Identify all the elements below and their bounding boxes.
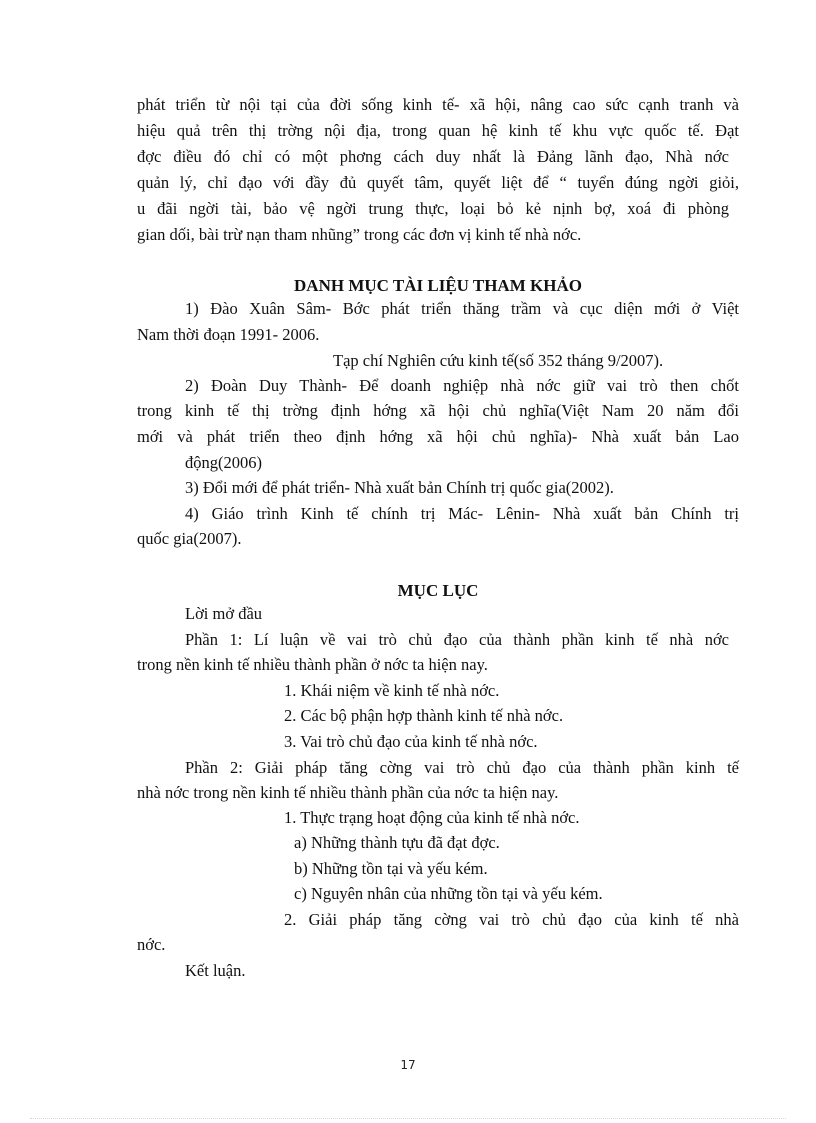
reference-line: động(2006): [185, 453, 262, 472]
toc-item: nớc.: [137, 935, 166, 954]
reference-line: quốc gia(2007).: [137, 529, 242, 548]
toc-item: Lời mở đầu: [185, 604, 263, 623]
reference-line: 2) Đoàn Duy Thành- Để doanh nghiệp nhà nớc giữ vai trò then chốt: [185, 376, 739, 395]
toc-item: Kết luận.: [185, 961, 246, 980]
toc-item: 3. Vai trò chủ đạo của kinh tế nhà nớc.: [284, 732, 538, 751]
reference-line: 3) Đổi mới để phát triển- Nhà xuất bản Chính trị quốc gia(2002).: [185, 478, 614, 497]
toc-item: nhà nớc trong nền kinh tế nhiều thành phần của nớc ta hiện nay.: [137, 783, 559, 802]
toc-item: c) Nguyên nhân của những tồn tại và yếu kém.: [294, 884, 603, 903]
reference-line: mới và phát triển theo định hớng xã hội chủ nghĩa)- Nhà xuất bản Lao: [137, 427, 739, 446]
reference-line: 1) Đào Xuân Sâm- Bớc phát triển thăng trầm và cục diện mới ở Việt: [185, 299, 739, 318]
toc-item: 1. Thực trạng hoạt động của kinh tế nhà nớc.: [284, 808, 580, 827]
reference-line: Tạp chí Nghiên cứu kinh tế(số 352 tháng 9/2007).: [333, 351, 664, 370]
paragraph-line: hiệu quả trên thị trờng nội địa, trong quan hệ kinh tế khu vực quốc tế. Đạt: [137, 121, 739, 140]
page-bottom-divider: [30, 1118, 786, 1119]
paragraph-line: gian dối, bài trừ nạn tham nhũng” trong các đơn vị kinh tế nhà nớc.: [137, 225, 582, 244]
toc-item: 1. Khái niệm về kinh tế nhà nớc.: [284, 681, 500, 700]
references-title: DANH MỤC TÀI LIỆU THAM KHẢO: [294, 276, 582, 295]
toc-item: Phần 2: Giải pháp tăng cờng vai trò chủ đạo của thành phần kinh tế: [185, 758, 739, 777]
paragraph-line: đợc điều đó chỉ có một phơng cách duy nhất là Đảng lãnh đạo, Nhà nớc: [137, 147, 729, 166]
reference-line: Nam thời đoạn 1991- 2006.: [137, 325, 320, 344]
toc-title: MỤC LỤC: [397, 581, 479, 600]
toc-item: 2. Các bộ phận hợp thành kinh tế nhà nớc.: [284, 706, 564, 725]
page-number: 17: [400, 1058, 416, 1072]
paragraph-line: phát triển từ nội tại của đời sống kinh tế- xã hội, nâng cao sức cạnh tranh và: [137, 95, 739, 114]
paragraph-line: quản lý, chỉ đạo với đầy đủ quyết tâm, quyết liệt để “ tuyển đúng ngời giỏi,: [137, 173, 739, 192]
toc-item: 2. Giải pháp tăng cờng vai trò chủ đạo của kinh tế nhà: [284, 910, 739, 929]
paragraph-line: u đãi ngời tài, bảo vệ ngời trung thực, loại bỏ kẻ nịnh bợ, xoá đi phòng: [137, 199, 729, 218]
reference-line: trong kinh tế thị trờng định hớng xã hội chủ nghĩa(Việt Nam 20 năm đổi: [137, 401, 739, 420]
toc-item: b) Những tồn tại và yếu kém.: [294, 859, 488, 878]
reference-line: 4) Giáo trình Kinh tế chính trị Mác- Lênin- Nhà xuất bản Chính trị: [185, 504, 739, 523]
toc-item: Phần 1: Lí luận về vai trò chủ đạo của thành phần kinh tế nhà nớc: [185, 630, 729, 649]
toc-item: a) Những thành tựu đã đạt đợc.: [294, 833, 500, 852]
toc-item: trong nền kinh tế nhiều thành phần ở nớc ta hiện nay.: [137, 655, 488, 674]
